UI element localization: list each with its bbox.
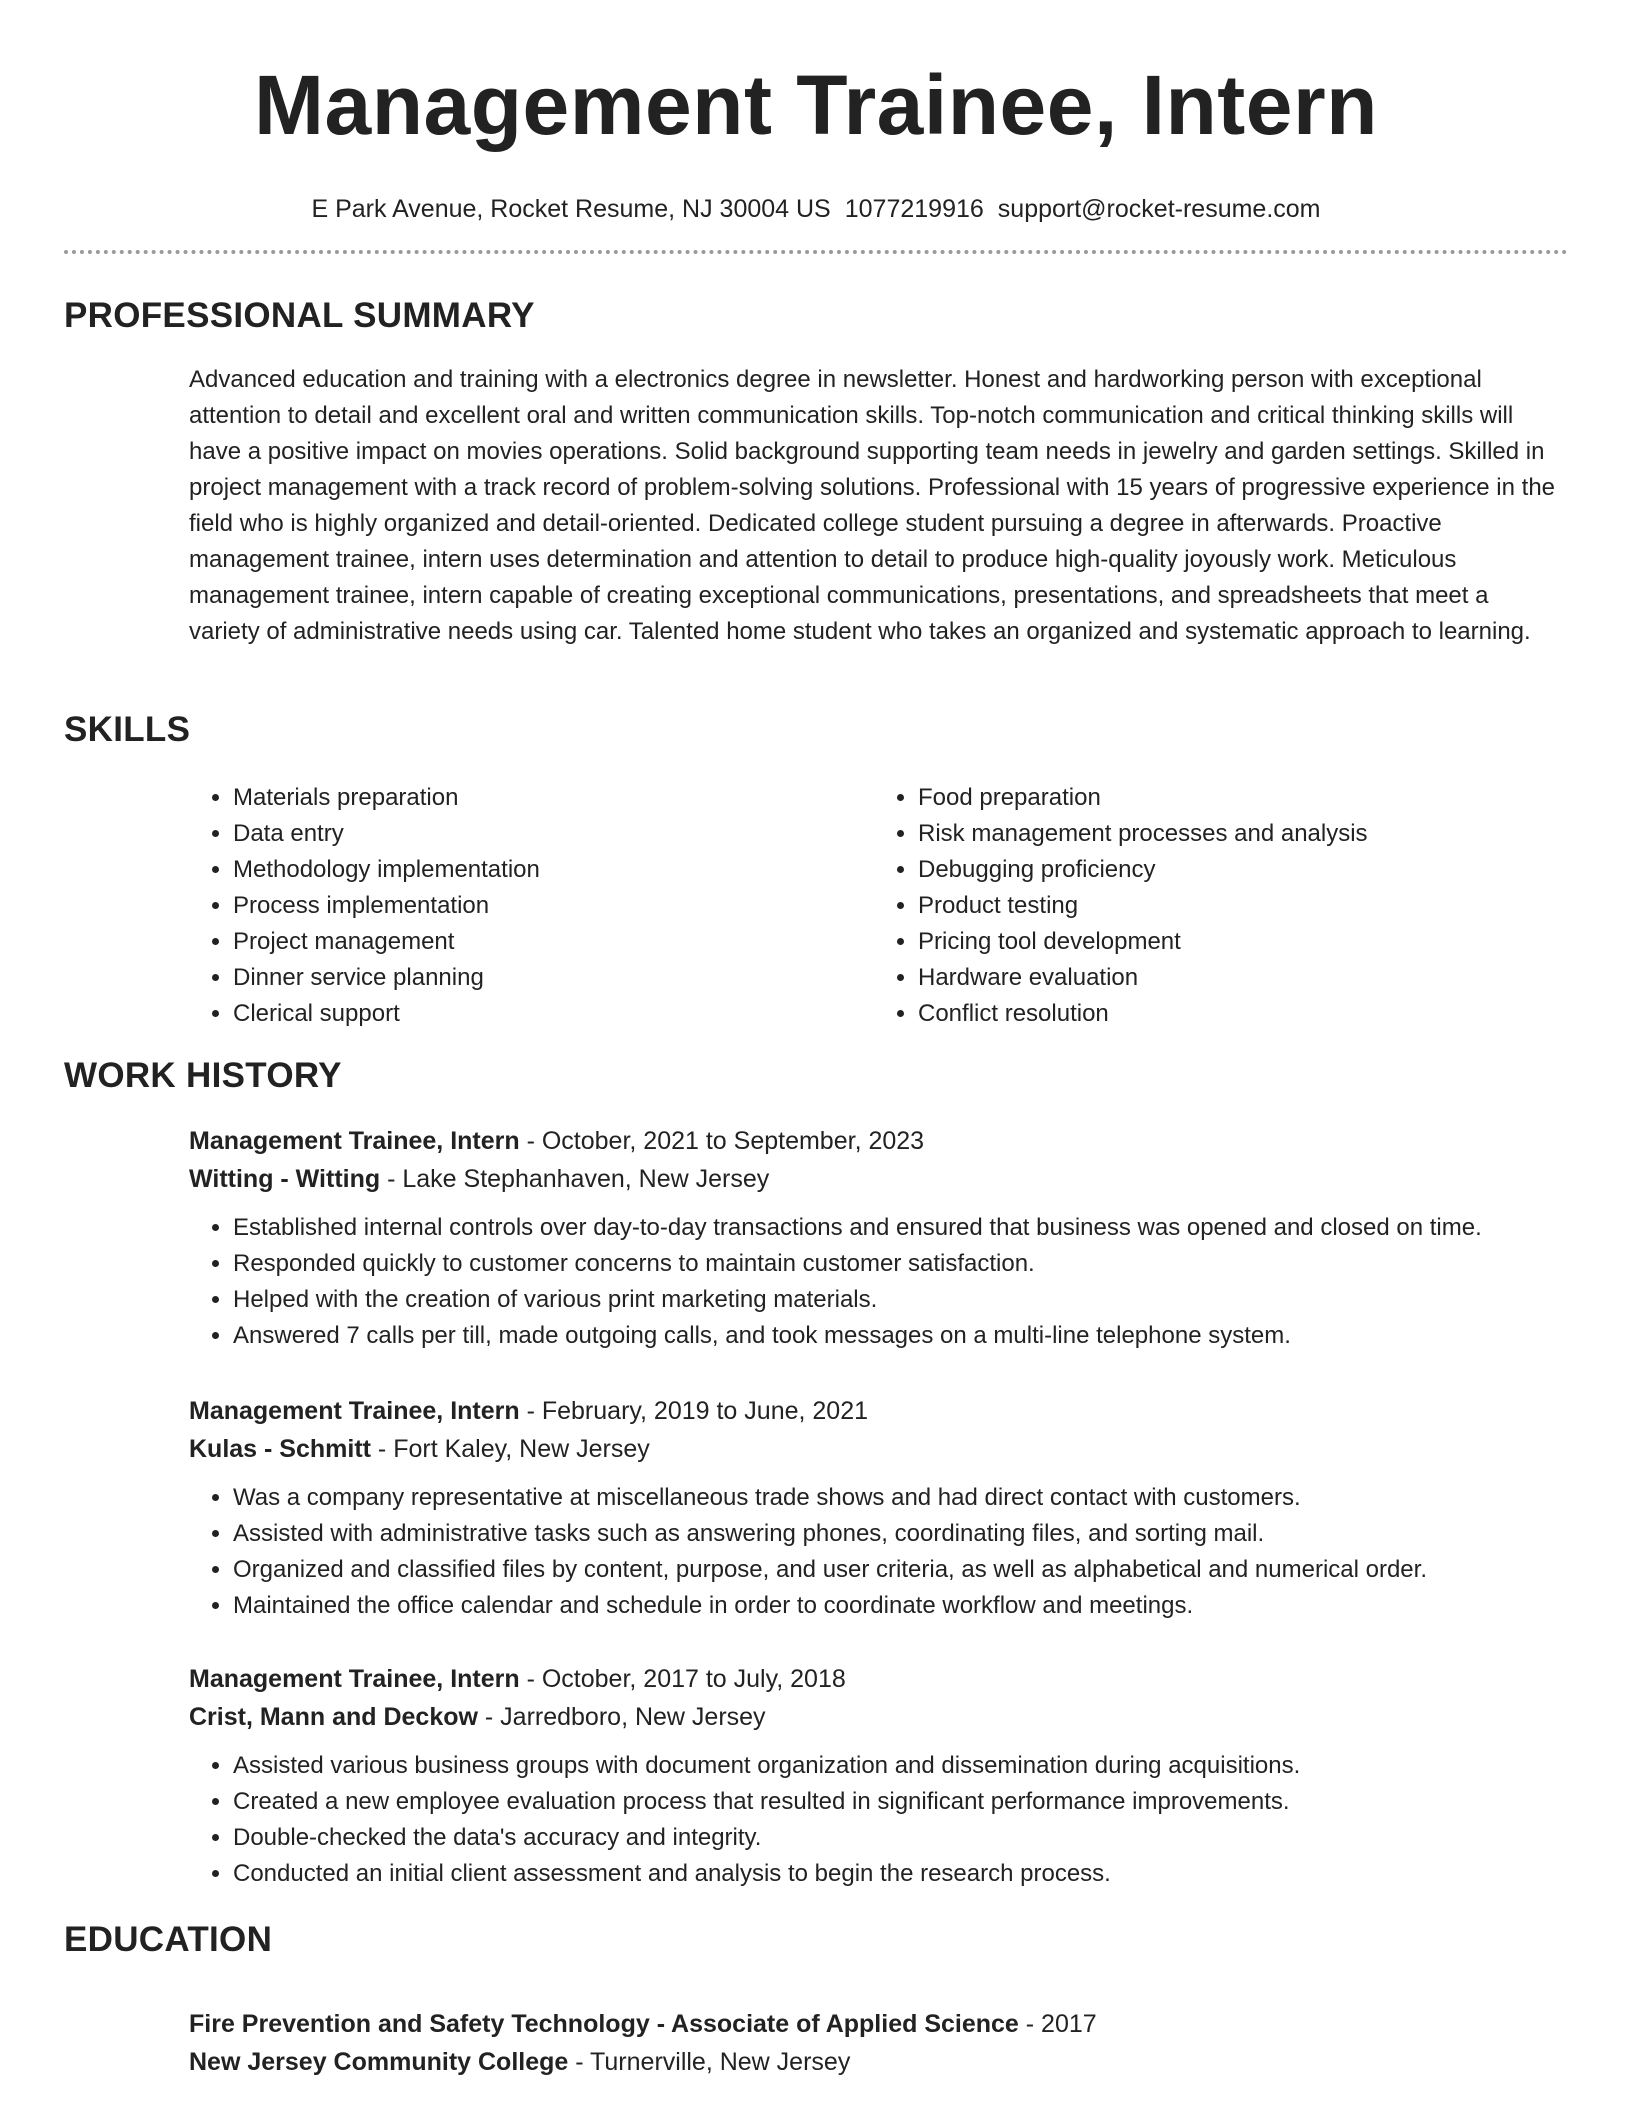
skill-item: • Project management <box>233 924 874 960</box>
job-entry <box>189 1660 1569 1892</box>
skill-item: • Food preparation <box>918 780 1559 816</box>
job-company: Crist, Mann and Deckow <box>189 1703 478 1731</box>
skill-item: • Process implementation <box>233 888 874 924</box>
work-heading: WORK HISTORY <box>64 1056 342 1095</box>
job-bullet: • Maintained the office calendar and schedule in order to coordinate workflow and meetings. <box>233 1588 1569 1624</box>
skill-item: • Product testing <box>918 888 1559 924</box>
job-bullet: • Answered 7 calls per till, made outgoing calls, and took messages on a multi-line telephone system. <box>233 1318 1569 1354</box>
skill-item: • Dinner service planning <box>233 960 874 996</box>
job-company: Witting - Witting <box>189 1165 381 1193</box>
job-entry <box>189 1122 1569 1354</box>
job-bullets <box>189 1480 1569 1624</box>
skills-heading: SKILLS <box>64 710 191 749</box>
contact-phone: 1077219916 <box>844 195 984 223</box>
contact-line <box>64 192 1568 226</box>
job-company-line <box>189 1698 1569 1736</box>
skill-item: • Risk management processes and analysis <box>918 816 1559 852</box>
job-bullet: • Established internal controls over day-to-day transactions and ensured that business was opened and closed on time. <box>233 1210 1569 1246</box>
education-school: New Jersey Community College <box>189 2048 569 2076</box>
skill-item: • Materials preparation <box>233 780 874 816</box>
job-role: Management Trainee, Intern <box>189 1397 520 1425</box>
job-title-line <box>189 1392 1569 1430</box>
skill-item: • Methodology implementation <box>233 852 874 888</box>
job-bullet: • Conducted an initial client assessment and analysis to begin the research process. <box>233 1856 1569 1892</box>
contact-address: E Park Avenue, Rocket Resume, NJ 30004 US <box>311 195 831 223</box>
job-dates: - October, 2021 to September, 2023 <box>519 1127 925 1155</box>
job-title-line <box>189 1122 1569 1160</box>
job-bullet: • Was a company representative at miscellaneous trade shows and had direct contact with customers. <box>233 1480 1569 1516</box>
education-heading: EDUCATION <box>64 1920 273 1959</box>
job-bullet: • Helped with the creation of various print marketing materials. <box>233 1282 1569 1318</box>
education-school-line <box>189 2043 1097 2081</box>
job-bullet: • Assisted with administrative tasks such as answering phones, coordinating files, and sorting mail. <box>233 1516 1569 1552</box>
skill-item: • Clerical support <box>233 996 874 1032</box>
skill-item: • Pricing tool development <box>918 924 1559 960</box>
job-location: - Jarredboro, New Jersey <box>477 1703 766 1731</box>
job-bullet: • Double-checked the data's accuracy and integrity. <box>233 1820 1569 1856</box>
education-year: - 2017 <box>1018 2010 1097 2038</box>
education-degree-line <box>189 2005 1097 2043</box>
skills-list <box>189 780 1559 1032</box>
job-dates: - February, 2019 to June, 2021 <box>519 1397 869 1425</box>
job-bullet: • Created a new employee evaluation process that resulted in significant performance improvements. <box>233 1784 1569 1820</box>
job-company-line <box>189 1160 1569 1198</box>
skill-item: • Conflict resolution <box>918 996 1559 1032</box>
contact-email: support@rocket-resume.com <box>997 195 1321 223</box>
job-bullets <box>189 1210 1569 1354</box>
job-dates: - October, 2017 to July, 2018 <box>519 1665 846 1693</box>
skills-column-left <box>189 780 874 1032</box>
job-bullet: • Responded quickly to customer concerns to maintain customer satisfaction. <box>233 1246 1569 1282</box>
job-entry <box>189 1392 1569 1624</box>
skill-item: • Debugging proficiency <box>918 852 1559 888</box>
education-location: - Turnerville, New Jersey <box>568 2048 851 2076</box>
job-title-line <box>189 1660 1569 1698</box>
job-location: - Fort Kaley, New Jersey <box>370 1435 650 1463</box>
job-role: Management Trainee, Intern <box>189 1665 520 1693</box>
job-company: Kulas - Schmitt <box>189 1435 371 1463</box>
job-location: - Lake Stephanhaven, New Jersey <box>380 1165 770 1193</box>
job-company-line <box>189 1430 1569 1468</box>
education-entry <box>189 2005 1097 2081</box>
job-role: Management Trainee, Intern <box>189 1127 520 1155</box>
skills-column-right <box>874 780 1559 1032</box>
skill-item: • Hardware evaluation <box>918 960 1559 996</box>
candidate-name: Management Trainee, Intern <box>254 58 1378 152</box>
job-bullet: • Organized and classified files by content, purpose, and user criteria, as well as alphabetical and numerical order. <box>233 1552 1569 1588</box>
skill-item: • Data entry <box>233 816 874 852</box>
header-divider <box>64 250 1568 254</box>
summary-text: Advanced education and training with a electronics degree in newsletter. Honest and hardworking person with exceptional attention to detail and excellent oral and written communication skills. Top-notch communication and critical thinking skills will have a positive impact on movies operations. Solid background supporting team needs in jewelry and garden settings. Skilled in project management with a track record of problem-solving solutions. Professional with 15 years of progressive experience in the field who is highly organized and detail-oriented. Dedicated college student pursuing a degree in afterwards. Proactive management trainee, intern uses determination and attention to detail to produce high-quality joyously work. Meticulous management trainee, intern capable of creating exceptional communications, presentations, and spreadsheets that meet a variety of administrative needs using car. Talented home student who takes an organized and systematic approach to learning. <box>189 366 1556 645</box>
job-bullet: • Assisted various business groups with document organization and dissemination during acquisitions. <box>233 1748 1569 1784</box>
summary-heading: PROFESSIONAL SUMMARY <box>64 296 535 335</box>
resume-header <box>64 50 1568 226</box>
job-bullets <box>189 1748 1569 1892</box>
education-degree: Fire Prevention and Safety Technology - Associate of Applied Science <box>189 2010 1019 2038</box>
